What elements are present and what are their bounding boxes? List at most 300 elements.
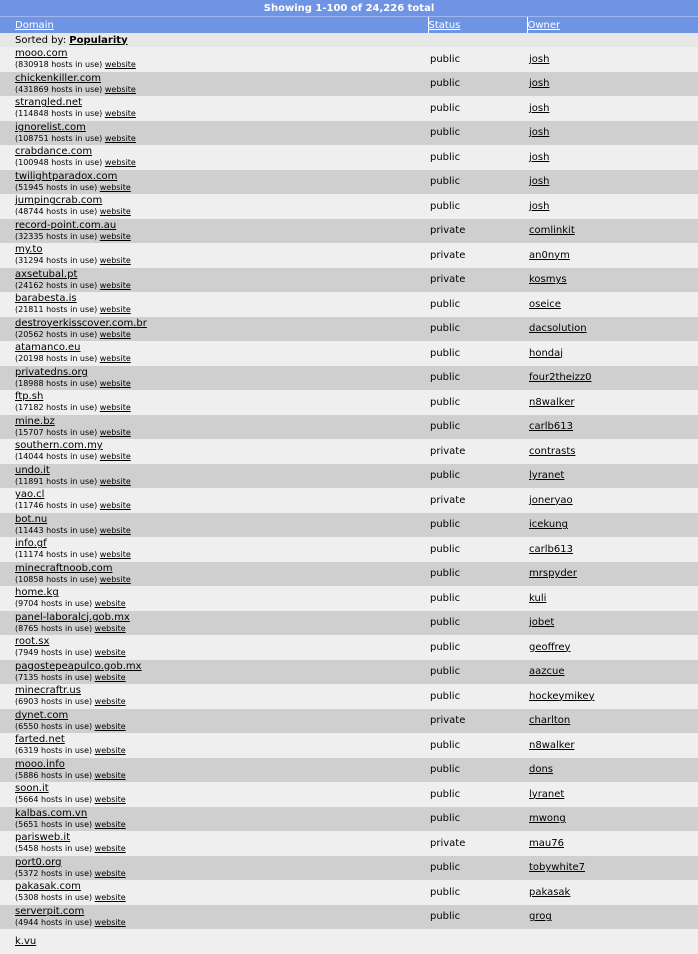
status-cell: public xyxy=(428,390,527,415)
owner-cell xyxy=(527,660,698,685)
owner-link[interactable]: hockeymikey xyxy=(529,690,595,702)
website-link[interactable]: website xyxy=(99,525,131,535)
status-cell: public xyxy=(428,317,527,342)
owner-link[interactable]: pakasak xyxy=(529,886,571,898)
website-link[interactable]: website xyxy=(99,427,131,437)
website-link[interactable]: website xyxy=(94,623,126,633)
website-link[interactable]: website xyxy=(99,403,131,413)
status-cell: public xyxy=(428,807,527,832)
owner-link[interactable]: comlinkit xyxy=(529,225,575,237)
owner-link[interactable]: mwong xyxy=(529,813,566,825)
column-header-row xyxy=(0,17,698,34)
domain-link[interactable]: privatedns.org xyxy=(15,366,88,378)
owner-link[interactable]: joneryao xyxy=(529,494,573,506)
website-link[interactable]: website xyxy=(94,770,126,780)
website-link[interactable]: website xyxy=(104,84,136,94)
status-cell: private xyxy=(428,439,527,464)
owner-link[interactable]: contrasts xyxy=(529,445,576,457)
domain-link[interactable]: panel-laboralcj.gob.mx xyxy=(15,611,130,623)
status-cell: public xyxy=(428,880,527,905)
website-link[interactable]: website xyxy=(99,476,131,486)
domain-cell xyxy=(0,660,428,685)
hosts-in-use xyxy=(15,673,126,682)
owner-cell xyxy=(527,807,698,832)
domain-link[interactable]: info.gf xyxy=(15,538,47,550)
domain-cell xyxy=(0,635,428,660)
domain-link[interactable]: mine.bz xyxy=(15,415,55,427)
owner-link[interactable]: tobywhite7 xyxy=(529,862,586,874)
hosts-count: (48744 hosts in use) xyxy=(15,207,98,217)
table-row xyxy=(0,880,698,905)
owner-link[interactable]: n8walker xyxy=(529,396,575,408)
status-cell: private xyxy=(428,831,527,856)
website-link[interactable]: website xyxy=(99,207,131,217)
status-cell: public xyxy=(428,856,527,881)
hosts-count: (11891 hosts in use) xyxy=(15,476,98,486)
hosts-count: (15707 hosts in use) xyxy=(15,427,98,437)
hosts-count: (31294 hosts in use) xyxy=(15,256,98,266)
owner-link[interactable]: josh xyxy=(529,53,550,65)
owner-link[interactable]: josh xyxy=(529,176,550,188)
domain-cell xyxy=(0,47,428,72)
table-row xyxy=(0,268,698,293)
hosts-count: (5651 hosts in use) xyxy=(15,819,93,829)
owner-link[interactable]: dons xyxy=(529,764,554,776)
status-cell: public xyxy=(428,684,527,709)
domain-link[interactable]: farted.net xyxy=(15,734,65,746)
domain-link[interactable]: atamanco.eu xyxy=(15,342,81,354)
status-cell: public xyxy=(428,905,527,930)
domain-link[interactable]: my.to xyxy=(15,244,43,256)
website-link[interactable]: website xyxy=(99,501,131,511)
hosts-in-use xyxy=(15,771,126,780)
website-link[interactable]: website xyxy=(99,182,131,192)
domain-cell xyxy=(0,709,428,734)
hosts-in-use xyxy=(15,550,131,559)
status-cell: public xyxy=(428,464,527,489)
owner-link[interactable]: kosmys xyxy=(529,274,567,286)
owner-cell xyxy=(527,488,698,513)
hosts-count: (24162 hosts in use) xyxy=(15,280,98,290)
domain-cell xyxy=(0,586,428,611)
hosts-in-use xyxy=(15,428,131,437)
owner-link[interactable]: n8walker xyxy=(529,739,575,751)
website-link[interactable]: website xyxy=(104,109,136,119)
table-row xyxy=(0,807,698,832)
domain-link[interactable]: pagostepeapulco.gob.mx xyxy=(15,660,142,672)
results-summary-row xyxy=(0,0,698,17)
owner-cell xyxy=(527,709,698,734)
website-link[interactable]: website xyxy=(104,60,136,70)
table-row xyxy=(0,341,698,366)
website-link[interactable]: website xyxy=(99,280,131,290)
hosts-in-use xyxy=(15,501,131,510)
table-row xyxy=(0,415,698,440)
domain-cell xyxy=(0,611,428,636)
table-row xyxy=(0,611,698,636)
domain-cell xyxy=(0,390,428,415)
hosts-in-use xyxy=(15,526,131,535)
status-cell: public xyxy=(428,758,527,783)
owner-link[interactable]: four2theizz0 xyxy=(529,372,592,384)
status-cell: public xyxy=(428,170,527,195)
status-cell: public xyxy=(428,537,527,562)
table-row xyxy=(0,145,698,170)
table-row xyxy=(0,856,698,881)
owner-link[interactable]: carlb613 xyxy=(529,543,573,555)
column-header-domain[interactable]: Domain xyxy=(0,17,428,34)
domain-link[interactable]: crabdance.com xyxy=(15,146,93,158)
domain-link[interactable]: bot.nu xyxy=(15,513,48,525)
website-link[interactable]: website xyxy=(99,305,131,315)
domain-link[interactable]: minecraftr.us xyxy=(15,685,81,697)
website-link[interactable]: website xyxy=(94,819,126,829)
results-summary: Showing 1-100 of 24,226 total xyxy=(0,0,698,17)
website-link[interactable]: website xyxy=(94,746,126,756)
owner-cell xyxy=(527,341,698,366)
hosts-count: (5886 hosts in use) xyxy=(15,770,93,780)
status-cell: private xyxy=(428,488,527,513)
domain-link[interactable]: ignorelist.com xyxy=(15,121,86,133)
hosts-in-use xyxy=(15,158,136,167)
table-row xyxy=(0,782,698,807)
hosts-in-use xyxy=(15,232,131,241)
table-row xyxy=(0,390,698,415)
website-link[interactable]: website xyxy=(94,795,126,805)
website-link[interactable]: website xyxy=(94,648,126,658)
table-row xyxy=(0,562,698,587)
owner-cell xyxy=(527,758,698,783)
owner-cell xyxy=(527,635,698,660)
table-row xyxy=(0,488,698,513)
hosts-count: (5664 hosts in use) xyxy=(15,795,93,805)
hosts-count: (100948 hosts in use) xyxy=(15,158,103,168)
website-link[interactable]: website xyxy=(99,574,131,584)
website-link[interactable]: website xyxy=(94,917,126,927)
website-link[interactable]: website xyxy=(94,599,126,609)
owner-cell xyxy=(527,292,698,317)
domain-link[interactable]: undo.it xyxy=(15,464,50,476)
hosts-in-use xyxy=(15,183,131,192)
hosts-in-use xyxy=(15,85,136,94)
domain-link[interactable]: minecraftnoob.com xyxy=(15,562,113,574)
owner-cell xyxy=(527,611,698,636)
hosts-count: (11174 hosts in use) xyxy=(15,550,98,560)
status-cell: private xyxy=(428,243,527,268)
sort-label: Sorted by: xyxy=(15,34,67,46)
owner-link[interactable]: josh xyxy=(529,78,550,90)
website-link[interactable]: website xyxy=(99,550,131,560)
owner-link[interactable]: mrspyder xyxy=(529,568,577,580)
domain-link[interactable]: strangled.net xyxy=(15,97,82,109)
table-row xyxy=(0,684,698,709)
column-header-status[interactable]: Status xyxy=(428,17,527,34)
domain-link[interactable]: mooo.com xyxy=(15,48,68,60)
table-row xyxy=(0,194,698,219)
domain-link[interactable]: ftp.sh xyxy=(15,391,44,403)
table-row xyxy=(0,733,698,758)
status-cell: public xyxy=(428,733,527,758)
owner-link[interactable]: josh xyxy=(529,200,550,212)
owner-cell xyxy=(527,72,698,97)
table-row xyxy=(0,635,698,660)
owner-link[interactable]: geoffrey xyxy=(529,641,571,653)
hosts-count: (6903 hosts in use) xyxy=(15,697,93,707)
hosts-count: (8765 hosts in use) xyxy=(15,623,93,633)
hosts-in-use xyxy=(15,746,126,755)
hosts-count: (7949 hosts in use) xyxy=(15,648,93,658)
domain-link[interactable]: dynet.com xyxy=(15,709,69,721)
website-link[interactable]: website xyxy=(99,329,131,339)
table-row xyxy=(0,96,698,121)
hosts-in-use xyxy=(15,697,126,706)
domain-link[interactable]: serverpit.com xyxy=(15,905,85,917)
hosts-in-use xyxy=(15,354,131,363)
table-row xyxy=(0,219,698,244)
table-row xyxy=(0,121,698,146)
hosts-count: (21811 hosts in use) xyxy=(15,305,98,315)
hosts-in-use xyxy=(15,648,126,657)
website-link[interactable]: website xyxy=(99,354,131,364)
domain-cell xyxy=(0,929,428,954)
hosts-count: (9704 hosts in use) xyxy=(15,599,93,609)
owner-cell xyxy=(527,733,698,758)
owner-cell xyxy=(527,366,698,391)
owner-cell xyxy=(527,562,698,587)
hosts-count: (7135 hosts in use) xyxy=(15,672,93,682)
website-link[interactable]: website xyxy=(104,133,136,143)
owner-link[interactable]: oseice xyxy=(529,298,561,310)
hosts-count: (18988 hosts in use) xyxy=(15,378,98,388)
hosts-in-use xyxy=(15,722,126,731)
hosts-count: (11443 hosts in use) xyxy=(15,525,98,535)
status-cell: public xyxy=(428,586,527,611)
owner-cell xyxy=(527,47,698,72)
status-cell: public xyxy=(428,121,527,146)
hosts-count: (17182 hosts in use) xyxy=(15,403,98,413)
table-row xyxy=(0,537,698,562)
domain-cell xyxy=(0,145,428,170)
owner-cell xyxy=(527,145,698,170)
owner-cell xyxy=(527,268,698,293)
hosts-count: (830918 hosts in use) xyxy=(15,60,103,70)
status-cell: public xyxy=(428,194,527,219)
status-cell: public xyxy=(428,562,527,587)
owner-link[interactable]: carlb613 xyxy=(529,421,573,433)
owner-link[interactable]: dacsolution xyxy=(529,323,587,335)
website-link[interactable]: website xyxy=(94,844,126,854)
hosts-in-use xyxy=(15,379,131,388)
hosts-in-use xyxy=(15,820,126,829)
owner-link[interactable]: lyranet xyxy=(529,470,565,482)
owner-link[interactable]: lyranet xyxy=(529,788,565,800)
table-row xyxy=(0,292,698,317)
domain-link[interactable]: barabesta.is xyxy=(15,293,77,305)
status-cell: private xyxy=(428,709,527,734)
website-link[interactable]: website xyxy=(99,452,131,462)
status-cell: public xyxy=(428,660,527,685)
owner-link[interactable]: josh xyxy=(529,127,550,139)
domain-cell xyxy=(0,317,428,342)
domain-link[interactable]: axsetubal.pt xyxy=(15,268,78,280)
domain-link[interactable]: port0.org xyxy=(15,856,62,868)
domain-cell xyxy=(0,96,428,121)
hosts-in-use xyxy=(15,893,126,902)
domain-link[interactable]: twilightparadox.com xyxy=(15,170,118,182)
hosts-count: (6550 hosts in use) xyxy=(15,721,93,731)
table-row xyxy=(0,660,698,685)
domain-cell xyxy=(0,121,428,146)
status-cell: public xyxy=(428,72,527,97)
sort-popularity-link[interactable]: Popularity xyxy=(69,34,128,46)
domain-cell xyxy=(0,366,428,391)
domain-cell xyxy=(0,292,428,317)
website-link[interactable]: website xyxy=(94,893,126,903)
owner-cell xyxy=(527,96,698,121)
owner-cell xyxy=(527,439,698,464)
owner-cell xyxy=(527,415,698,440)
domain-link[interactable]: record-point.com.au xyxy=(15,219,117,231)
website-link[interactable]: website xyxy=(94,672,126,682)
hosts-count: (114848 hosts in use) xyxy=(15,109,103,119)
owner-link[interactable]: grog xyxy=(529,911,552,923)
domain-cell xyxy=(0,194,428,219)
hosts-count: (5372 hosts in use) xyxy=(15,868,93,878)
owner-link[interactable]: kuli xyxy=(529,592,547,604)
hosts-count: (10858 hosts in use) xyxy=(15,574,98,584)
owner-cell xyxy=(527,194,698,219)
domain-cell xyxy=(0,341,428,366)
sort-row xyxy=(0,33,698,47)
hosts-in-use xyxy=(15,624,126,633)
owner-cell xyxy=(527,464,698,489)
domain-cell xyxy=(0,170,428,195)
owner-cell xyxy=(527,782,698,807)
table-row xyxy=(0,243,698,268)
hosts-count: (4944 hosts in use) xyxy=(15,917,93,927)
status-cell: private xyxy=(428,268,527,293)
status-cell: public xyxy=(428,145,527,170)
domain-cell xyxy=(0,831,428,856)
domain-link[interactable]: root.sx xyxy=(15,636,50,648)
owner-link[interactable]: aazcue xyxy=(529,666,565,678)
hosts-count: (5308 hosts in use) xyxy=(15,893,93,903)
hosts-in-use xyxy=(15,795,126,804)
website-link[interactable]: website xyxy=(94,697,126,707)
table-row xyxy=(0,758,698,783)
hosts-in-use xyxy=(15,60,136,69)
table-row xyxy=(0,709,698,734)
table-row xyxy=(0,317,698,342)
website-link[interactable]: website xyxy=(99,378,131,388)
table-row xyxy=(0,905,698,930)
domain-cell xyxy=(0,464,428,489)
table-row xyxy=(0,47,698,72)
hosts-count: (20198 hosts in use) xyxy=(15,354,98,364)
domain-link[interactable]: kalbas.com.vn xyxy=(15,807,88,819)
table-row xyxy=(0,366,698,391)
hosts-in-use xyxy=(15,305,131,314)
table-row xyxy=(0,831,698,856)
domain-cell xyxy=(0,415,428,440)
domain-link[interactable]: k.vu xyxy=(15,935,37,947)
domain-link[interactable]: chickenkiller.com xyxy=(15,72,102,84)
status-cell xyxy=(428,929,527,954)
hosts-in-use xyxy=(15,281,131,290)
website-link[interactable]: website xyxy=(94,721,126,731)
domain-cell xyxy=(0,537,428,562)
owner-cell xyxy=(527,219,698,244)
status-cell: private xyxy=(428,219,527,244)
domain-link[interactable]: pakasak.com xyxy=(15,881,81,893)
hosts-in-use xyxy=(15,575,131,584)
website-link[interactable]: website xyxy=(104,158,136,168)
hosts-count: (431869 hosts in use) xyxy=(15,84,103,94)
table-row xyxy=(0,586,698,611)
hosts-in-use xyxy=(15,109,136,118)
domain-link[interactable]: soon.it xyxy=(15,783,49,795)
status-cell: public xyxy=(428,341,527,366)
status-cell: public xyxy=(428,611,527,636)
status-cell: public xyxy=(428,366,527,391)
hosts-in-use xyxy=(15,403,131,412)
domain-link[interactable]: home.kg xyxy=(15,587,59,599)
domain-link[interactable]: destroyerkisscover.com.br xyxy=(15,317,147,329)
column-header-owner[interactable]: Owner xyxy=(527,17,698,34)
hosts-in-use xyxy=(15,330,131,339)
hosts-count: (51945 hosts in use) xyxy=(15,182,98,192)
domain-cell xyxy=(0,782,428,807)
website-link[interactable]: website xyxy=(94,868,126,878)
hosts-in-use xyxy=(15,256,131,265)
domain-link[interactable]: southern.com.my xyxy=(15,440,103,452)
domain-cell xyxy=(0,733,428,758)
owner-link[interactable]: icekung xyxy=(529,519,568,531)
owner-link[interactable]: mau76 xyxy=(529,837,564,849)
hosts-count: (5458 hosts in use) xyxy=(15,844,93,854)
domain-cell xyxy=(0,488,428,513)
hosts-count: (108751 hosts in use) xyxy=(15,133,103,143)
owner-link[interactable]: jobet xyxy=(529,617,555,629)
sort-indicator xyxy=(0,33,698,47)
owner-link[interactable]: josh xyxy=(529,151,550,163)
table-row xyxy=(0,72,698,97)
domain-link[interactable]: yao.cl xyxy=(15,489,45,501)
domain-cell xyxy=(0,880,428,905)
website-link[interactable]: website xyxy=(99,256,131,266)
hosts-count: (6319 hosts in use) xyxy=(15,746,93,756)
domain-link[interactable]: mooo.info xyxy=(15,758,65,770)
status-cell: public xyxy=(428,635,527,660)
hosts-count: (32335 hosts in use) xyxy=(15,231,98,241)
owner-cell xyxy=(527,513,698,538)
website-link[interactable]: website xyxy=(99,231,131,241)
owner-cell xyxy=(527,121,698,146)
owner-link[interactable]: josh xyxy=(529,102,550,114)
domain-cell xyxy=(0,243,428,268)
owner-link[interactable]: charlton xyxy=(529,715,571,727)
owner-link[interactable]: hondaj xyxy=(529,347,564,359)
owner-link[interactable]: an0nym xyxy=(529,249,570,261)
status-cell: public xyxy=(428,415,527,440)
status-cell: public xyxy=(428,96,527,121)
domain-link[interactable]: parisweb.it xyxy=(15,832,71,844)
owner-cell xyxy=(527,317,698,342)
domain-link[interactable]: jumpingcrab.com xyxy=(15,195,103,207)
status-cell: public xyxy=(428,47,527,72)
hosts-in-use xyxy=(15,207,131,216)
domain-cell xyxy=(0,856,428,881)
